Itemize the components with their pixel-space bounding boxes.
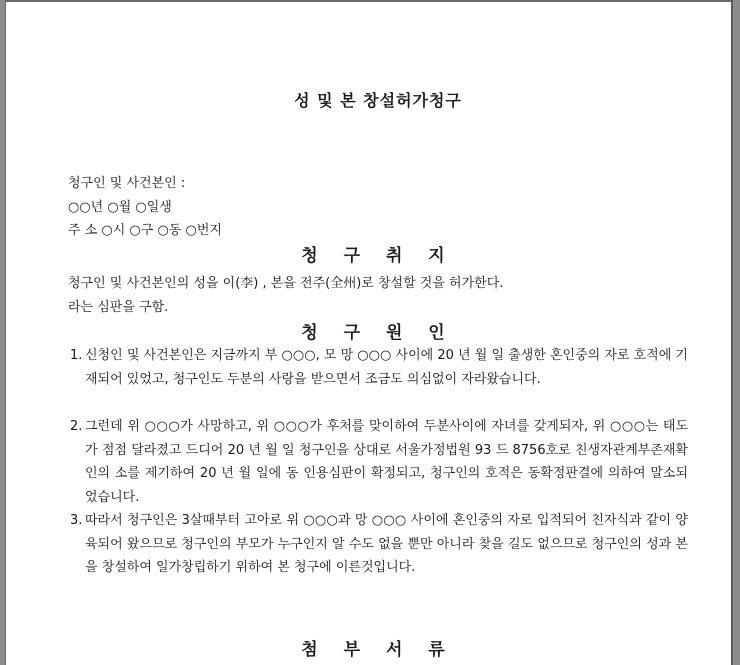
purpose-line-1: 청구인 및 사건본인의 성을 이(李) , 본을 전주(全州)로 창설할 것을 허가한다. [68,276,504,291]
purpose-heading: 청 구 취 지 [301,246,455,266]
cause-number: 3. [70,513,83,528]
purpose-line-2: 라는 심판을 구함. [68,300,169,315]
page-top-border [6,0,731,2]
cause-number: 1. [70,348,83,363]
cause-text: 그런데 위 ○○○가 사망하고, 위 ○○○가 후처를 맞이하여 두분사이에 자녀를 갖게되자, 위 ○○○는 태도가 점점 달라졌고 드디어 20 년 월 일 청구인을 상대로 서울가정법원 93 드 8756호로 친생자관계부존재확인의 소를 제기하여 20 년 월 일에 동 인용심판이 확정되고, 청구인의 호적은 동확정판결에 의하여 말소되었습니다. [85,419,688,505]
document-title: 성 및 본 창설허가청구 [294,91,462,110]
cause-text: 따라서 청구인은 3살때부터 고아로 위 ○○○과 망 ○○○ 사이에 혼인중의 자로 입적되어 친자식과 같이 양육되어 왔으므로 청구인의 부모가 누구인지 알 수도 없을 뿐만 아니라 찾을 길도 없으므로 청구인의 성과 본을 창설하여 일가창립하기 위하여 본 청구에 이른것입니다. [85,513,688,575]
cause-item-1 [68,344,688,391]
cause-item-3 [68,509,688,580]
birth-date-line: ○○년 ○월 ○일생 [68,200,172,215]
cause-text: 신청인 및 사건본인은 지금까지 부 ○○○, 모 망 ○○○ 사이에 20 년 월 일 출생한 혼인중의 자로 호적에 기재되어 있었고, 청구인도 두분의 사랑을 받으면서 조금도 의심없이 자라왔습니다. [85,348,688,387]
cause-item-2 [68,415,688,509]
cause-heading: 청 구 원 인 [301,323,455,343]
applicant-label: 청구인 및 사건본인 : [68,176,186,191]
document-page [5,0,733,665]
address-line: 주 소 ○시 ○구 ○동 ○번지 [68,223,222,238]
attachments-heading: 첨 부 서 류 [301,640,455,660]
cause-number: 2. [70,419,83,434]
